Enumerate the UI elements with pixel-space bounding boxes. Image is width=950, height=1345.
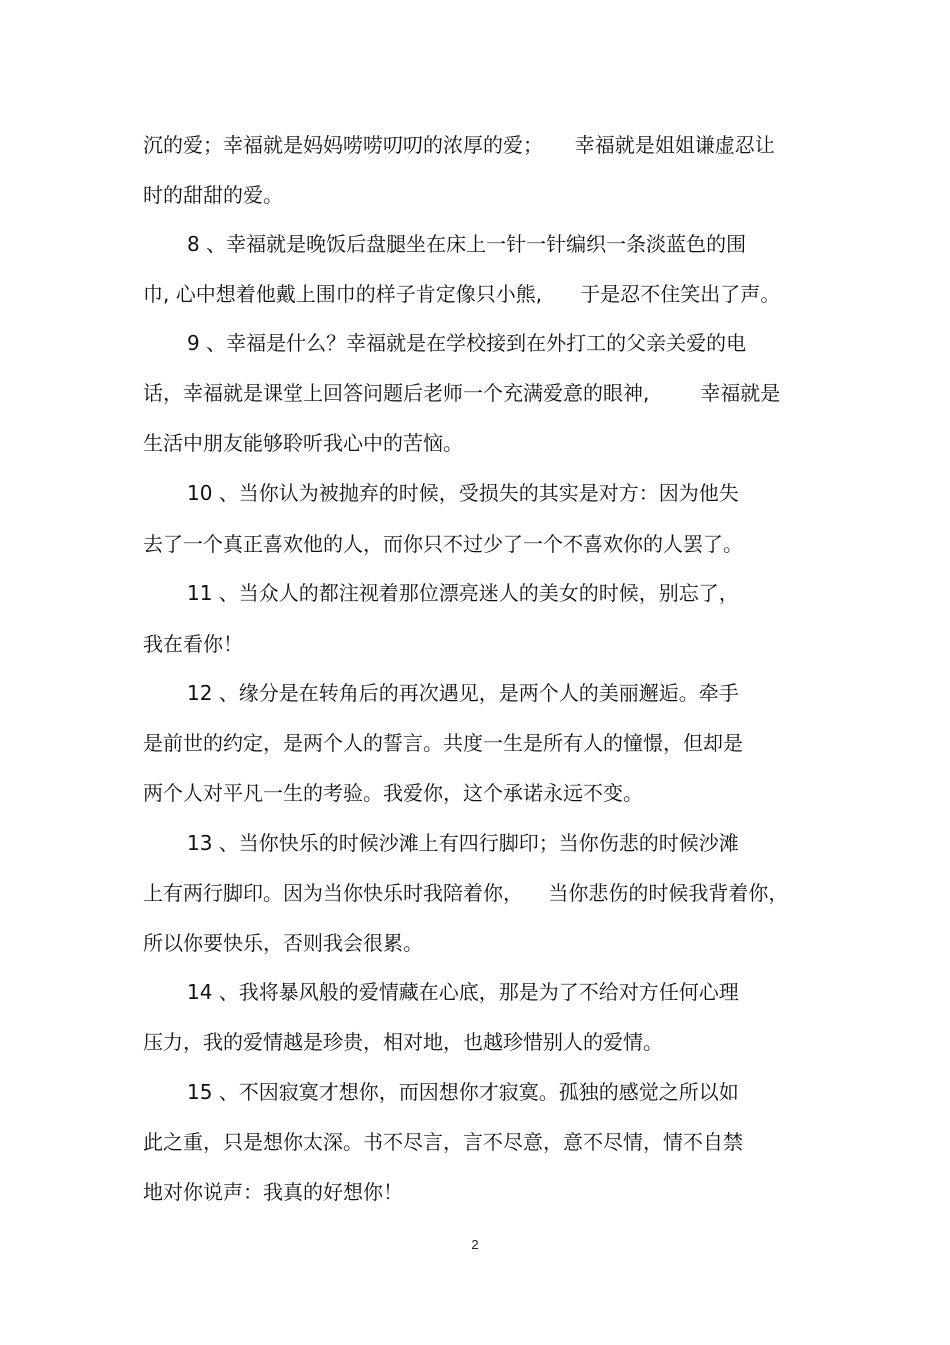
page-number: 2: [471, 1237, 479, 1252]
paragraph-start-line: 15 、不因寂寞才想你，而因想你才寂寞。孤独的感觉之所以如: [187, 1080, 739, 1104]
paragraph-start-line: 9 、幸福是什么？幸福就是在学校接到在外打工的父亲关爱的电: [187, 331, 747, 355]
paragraph-start-line: 13 、当你快乐的时候沙滩上有四行脚印；当你伤悲的时候沙滩: [187, 831, 739, 855]
paragraph-start-line: 14 、我将暴风般的爱情藏在心底，那是为了不给对方任何心理: [187, 980, 739, 1004]
paragraph-start-line: 10 、当你认为被抛弃的时候，受损失的其实是对方：因为他失: [187, 481, 739, 505]
text-line: 地对你说声：我真的好想你！: [143, 1180, 403, 1204]
text-line: 所以你要快乐，否则我会很累。: [143, 931, 423, 955]
text-line: 生活中朋友能够聆听我心中的苦恼。: [143, 431, 463, 455]
text-line: 是前世的约定，是两个人的誓言。共度一生是所有人的憧憬，但却是: [143, 731, 743, 755]
text-line: 压力，我的爱情越是珍贵，相对地，也越珍惜别人的爱情。: [143, 1030, 663, 1054]
text-line: 此之重，只是想你太深。书不尽言，言不尽意，意不尽情，情不自禁: [143, 1130, 743, 1154]
text-line: 时的甜甜的爱。: [143, 183, 283, 207]
text-line: 我在看你！: [143, 632, 243, 656]
text-line: 话，幸福就是课堂上回答问题后老师一个充满爱意的眼神, 幸福就是: [143, 381, 781, 405]
text-line: 两个人对平凡一生的考验。我爱你，这个承诺永远不变。: [143, 781, 643, 805]
text-line: 去了一个真正喜欢他的人，而你只不过少了一个不喜欢你的人罢了。: [143, 532, 743, 556]
paragraph-start-line: 12 、缘分是在转角后的再次遇见，是两个人的美丽邂逅。牵手: [187, 681, 739, 705]
text-line: 巾, 心中想着他戴上围巾的样子肯定像只小熊, 于是忍不住笑出了声。: [143, 282, 781, 306]
text-line: 沉的爱；幸福就是妈妈唠唠叨叨的浓厚的爱； 幸福就是姐姐谦虚忍让: [143, 133, 775, 157]
text-line: 上有两行脚印。因为当你快乐时我陪着你， 当你悲伤的时候我背着你，: [143, 881, 789, 905]
paragraph-start-line: 8 、幸福就是晚饭后盘腿坐在床上一针一针编织一条淡蓝色的围: [187, 232, 747, 256]
paragraph-start-line: 11 、当众人的都注视着那位漂亮迷人的美女的时候，别忘了，: [187, 581, 739, 605]
